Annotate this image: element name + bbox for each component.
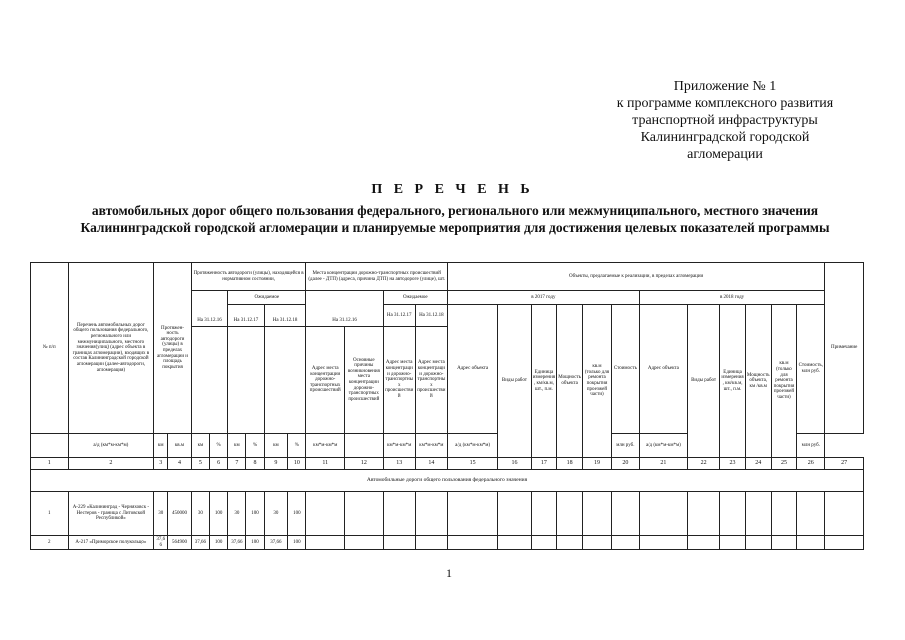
empty-cell: [498, 536, 531, 550]
row-kvm: 564900: [168, 536, 192, 550]
unit-cell: а/д (км*м-км*м): [68, 434, 154, 458]
empty-cell: [720, 492, 746, 536]
empty-cell: [582, 536, 611, 550]
column-number: 18: [557, 458, 583, 470]
unit-cell: млн руб.: [797, 434, 825, 458]
header-on-3112-17: На 31.12.17: [228, 305, 264, 327]
unit-cell: а/д (км*м-км*м): [639, 434, 687, 458]
empty-cell: [415, 492, 447, 536]
empty-cell: [745, 492, 771, 536]
column-number: 4: [168, 458, 192, 470]
header-cost-2018: Стоимость, млн руб.: [797, 305, 825, 434]
appendix-line: Калининградской городской: [640, 130, 810, 145]
empty-cell: [582, 492, 611, 536]
document-subtitle: автомобильных дорог общего пользования федерального, регионального или межмуниципального, местного значения Калининградской городской агломерации и планируемые мероприятия для достижения целевых показателей программы: [80, 203, 830, 235]
header-capacity-2017: Мощность объекта: [557, 305, 583, 458]
empty-cell: [825, 492, 864, 536]
empty-cell: [771, 536, 797, 550]
row-road-name: А-229 «Калининград - Черняховск - Нестеров - граница с Литовской Республикой»: [68, 492, 154, 536]
column-number: 25: [771, 458, 797, 470]
row-road-name: А-217 «Приморское полукольцо»: [68, 536, 154, 550]
column-number: 9: [264, 458, 288, 470]
header-dtp-addr-18: Адрес места концентрации дорожно-транспортных происшествий: [415, 327, 447, 434]
row-p18: 100: [288, 492, 306, 536]
row-km: 30: [154, 492, 168, 536]
appendix-line: транспортной инфраструктуры: [632, 113, 818, 128]
empty-cell: [531, 492, 557, 536]
column-number: 23: [720, 458, 746, 470]
table-row: [31, 492, 864, 536]
appendix-line: Приложение № 1: [673, 79, 777, 94]
unit-cell: км: [191, 434, 209, 458]
header-dtp-reasons: Основные причины возникновения места концентрации дорожно-транспортных происшествий: [345, 327, 384, 434]
row-p16: 100: [209, 536, 227, 550]
empty-cell: [345, 492, 384, 536]
empty-cell: [771, 492, 797, 536]
header-on-3112-16: На 31.12.16: [191, 291, 227, 327]
row-v16: 37,66: [191, 536, 209, 550]
header-units-2018: Единица измерения, км/кв.м, шт., п.м.: [720, 305, 746, 458]
header-spacer: [264, 327, 306, 434]
unit-cell: [345, 434, 384, 458]
column-number: 11: [306, 458, 345, 470]
header-work-types-2017: Виды работ: [498, 305, 531, 458]
empty-cell: [557, 492, 583, 536]
empty-cell: [797, 536, 825, 550]
page-number: 1: [446, 566, 452, 580]
header-on-3112-18: На 31.12.18: [264, 305, 306, 327]
column-number: 3: [154, 458, 168, 470]
table-row: [31, 536, 864, 550]
row-p17: 100: [246, 536, 264, 550]
unit-cell: %: [246, 434, 264, 458]
header-dtp-addr-16: Адрес места концентрации дорожно-транспортных происшествий: [306, 327, 345, 434]
header-dtp-addr-17: Адрес места концентрации дорожно-транспортных происшествий: [383, 327, 415, 434]
unit-cell: км: [228, 434, 246, 458]
column-number: 5: [191, 458, 209, 470]
empty-cell: [383, 492, 415, 536]
unit-cell: км*м-км*м: [415, 434, 447, 458]
header-dtp-on-3112-18: На 31.12.18: [415, 305, 447, 327]
header-dtp-on-3112-17: На 31.12.17: [383, 305, 415, 327]
column-number: 20: [611, 458, 639, 470]
column-number: 13: [383, 458, 415, 470]
column-number: 14: [415, 458, 447, 470]
column-number: 12: [345, 458, 384, 470]
column-number: 10: [288, 458, 306, 470]
column-number: 19: [582, 458, 611, 470]
column-numbers-row: [31, 458, 864, 470]
row-v17: 37,66: [228, 536, 246, 550]
empty-cell: [531, 536, 557, 550]
column-number: 17: [531, 458, 557, 470]
roads-table: [30, 262, 864, 550]
unit-cell: км: [264, 434, 288, 458]
row-p16: 100: [209, 492, 227, 536]
row-v17: 30: [228, 492, 246, 536]
unit-cell: млн руб.: [611, 434, 639, 458]
empty-cell: [306, 536, 345, 550]
empty-cell: [611, 536, 639, 550]
header-length: Протяжен-ность автодороги (улицы) в пределах агломерации и площадь покрытия: [154, 263, 192, 434]
header-capacity-2018: Мощность объекта, км /кв.м: [745, 305, 771, 458]
header-units-2017: Единица измерения, км/кв.м, шт., п.м.: [531, 305, 557, 458]
document-title: П Е Р Е Ч Е Н Ь: [371, 182, 534, 197]
empty-cell: [825, 536, 864, 550]
header-work-types-2018: Виды работ: [688, 305, 720, 458]
empty-cell: [345, 536, 384, 550]
column-number: 21: [639, 458, 687, 470]
row-kvm: 450000: [168, 492, 192, 536]
empty-cell: [639, 492, 687, 536]
row-v18: 30: [264, 492, 288, 536]
column-number: 1: [31, 458, 69, 470]
row-no: 1: [31, 492, 69, 536]
empty-cell: [447, 492, 497, 536]
header-normative: Протяженность автодороги (улицы), находящейся в нормативном состоянии,: [191, 263, 306, 291]
empty-cell: [611, 492, 639, 536]
header-no: № п/п: [31, 263, 69, 434]
row-no: 2: [31, 536, 69, 550]
row-v18: 37,66: [264, 536, 288, 550]
row-p17: 100: [246, 492, 264, 536]
column-number: 15: [447, 458, 497, 470]
column-number: 27: [825, 458, 864, 470]
column-number: 22: [688, 458, 720, 470]
header-note: Примечание: [825, 263, 864, 434]
column-number: 24: [745, 458, 771, 470]
empty-cell: [498, 492, 531, 536]
unit-cell: %: [209, 434, 227, 458]
empty-cell: [557, 536, 583, 550]
column-number: 26: [797, 458, 825, 470]
header-spacer: [228, 327, 264, 434]
empty-cell: [415, 536, 447, 550]
appendix-line: к программе комплексного развития: [616, 96, 834, 111]
appendix-line: агломерации: [687, 147, 763, 162]
empty-cell: [639, 536, 687, 550]
header-road-list: Перечень автомобильных дорог общего пользования федерального, регионального или межмуниципального, местного значения(улиц) (адрес объекта в границах агломерации), входящих в состав Калининградской городской агломерации (далее-автодороги, агломерация): [68, 263, 154, 434]
header-expected: Ожидаемое: [228, 291, 306, 305]
empty-cell: [797, 492, 825, 536]
empty-cell: [688, 492, 720, 536]
column-number: 6: [209, 458, 227, 470]
column-number: 16: [498, 458, 531, 470]
header-objects: Объекты, предлагаемые к реализации, в пределах агломерации: [447, 263, 824, 291]
row-p18: 100: [288, 536, 306, 550]
header-spacer: [191, 327, 227, 434]
unit-cell: а/д (км*м-км*м): [447, 434, 497, 458]
header-year-2017: в 2017 году: [447, 291, 639, 305]
unit-cell: кв.м: [168, 434, 192, 458]
unit-cell: %: [288, 434, 306, 458]
header-dtp-group: Места концентрации дорожно-транспортных происшествий (далее - ДТП) (адреса, причина ДТП) на автодороге (улице), шт.: [306, 263, 448, 291]
unit-cell: км: [154, 434, 168, 458]
header-dtp-expected: Ожидаемое: [383, 291, 447, 305]
row-v16: 30: [191, 492, 209, 536]
appendix-block: [560, 78, 890, 163]
column-number: 7: [228, 458, 246, 470]
header-obj-addr-2018: Адрес объекта: [639, 305, 687, 434]
unit-cell: км*м-км*м: [383, 434, 415, 458]
unit-cell: [31, 434, 69, 458]
column-number: 2: [68, 458, 154, 470]
header-sqm-repair-2017: кв.м (только для ремонта покрытия проезжей части): [582, 305, 611, 458]
header-cost-2017: Стоимость: [611, 305, 639, 434]
empty-cell: [720, 536, 746, 550]
section-title: Автомобильные дороги общего пользования федерального значения: [31, 470, 864, 492]
header-obj-addr-2017: Адрес объекта: [447, 305, 497, 434]
header-sqm-repair-2018: кв.м (только для ремонта покрытия проезжей части): [771, 305, 797, 458]
row-km: 37,66: [154, 536, 168, 550]
empty-cell: [688, 536, 720, 550]
column-number: 8: [246, 458, 264, 470]
empty-cell: [306, 492, 345, 536]
empty-cell: [745, 536, 771, 550]
header-dtp-on-3112-16: На 31.12.16: [306, 291, 383, 327]
empty-cell: [447, 536, 497, 550]
unit-cell: км*м-км*м: [306, 434, 345, 458]
empty-cell: [383, 536, 415, 550]
header-year-2018: в 2018 году: [639, 291, 825, 305]
